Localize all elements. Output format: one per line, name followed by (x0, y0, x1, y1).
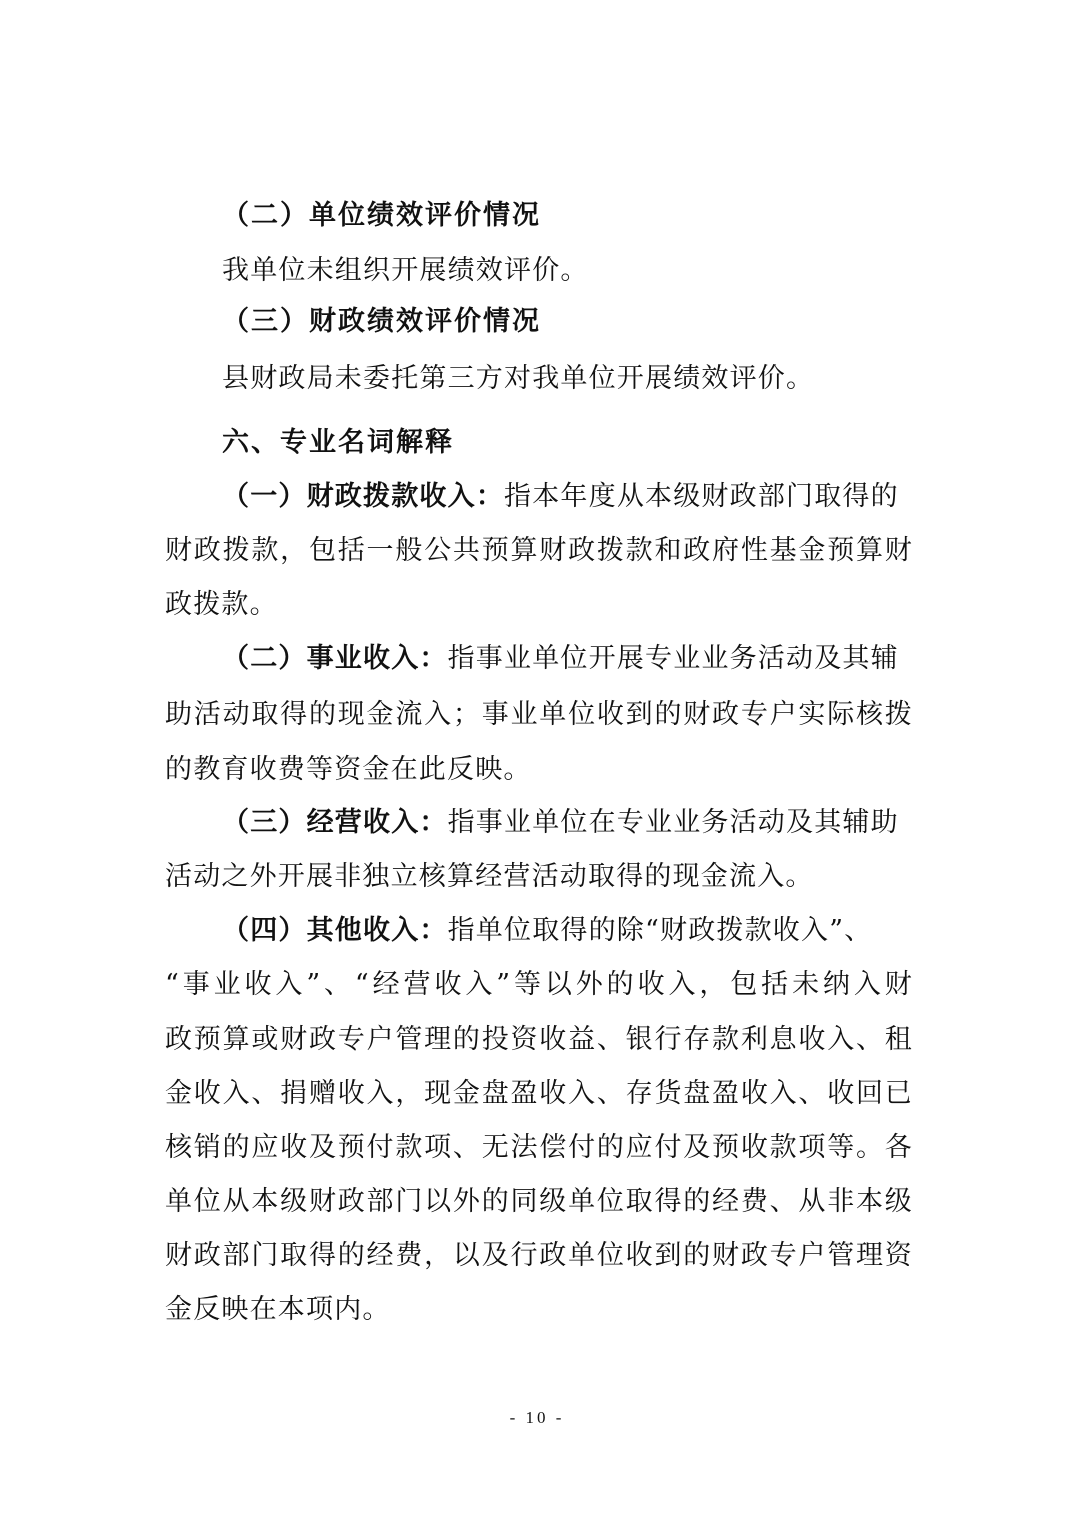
glossary-term-1: （一）财政拨款收入 (222, 481, 476, 512)
glossary-text-4b: “事业收入”、“经营收入”等以外的收入，包括未纳入财 (165, 969, 913, 1000)
glossary-text-2b: 助活动取得的现金流入；事业单位收到的财政专户实际核拨 (165, 699, 913, 730)
glossary-sep-1: ： (475, 481, 505, 512)
glossary-sep-4: ： (419, 915, 448, 946)
glossary-text-2a: 指事业单位开展专业业务活动及其辅 (447, 643, 899, 674)
section-heading-unit-eval: （二）单位绩效评价情况 (222, 200, 541, 231)
glossary-text-4g: 财政部门取得的经费，以及行政单位收到的财政专户管理资 (165, 1240, 913, 1271)
glossary-text-4a: 指单位取得的除“财政拨款收入”、 (447, 915, 873, 946)
glossary-term-2: （二）事业收入 (222, 643, 420, 674)
glossary-item-2-line-1 (222, 630, 899, 688)
glossary-item-1-line-1 (222, 468, 899, 526)
paragraph-finance-eval: 县财政局未委托第三方对我单位开展绩效评价。 (222, 363, 815, 394)
glossary-text-4c: 政预算或财政专户管理的投资收益、银行存款利息收入、租 (165, 1024, 913, 1055)
glossary-text-2c: 的教育收费等资金在此反映。 (165, 754, 532, 785)
page-number: - 10 - (509, 1408, 565, 1427)
glossary-text-3a: 指事业单位在专业业务活动及其辅助 (447, 807, 899, 838)
section-heading-glossary: 六、专业名词解释 (222, 427, 454, 458)
glossary-term-3: （三）经营收入 (222, 807, 420, 838)
glossary-sep-3: ： (419, 807, 448, 838)
glossary-text-3b: 活动之外开展非独立核算经营活动取得的现金流入。 (165, 861, 814, 892)
glossary-text-4h: 金反映在本项内。 (165, 1294, 391, 1325)
glossary-text-1c: 政拨款。 (165, 589, 278, 620)
paragraph-unit-eval: 我单位未组织开展绩效评价。 (222, 255, 589, 286)
glossary-text-1a: 指本年度从本级财政部门取得的 (504, 481, 899, 512)
glossary-text-4d: 金收入、捐赠收入，现金盘盈收入、存货盘盈收入、收回已 (165, 1078, 913, 1109)
section-heading-finance-eval: （三）财政绩效评价情况 (222, 306, 541, 337)
glossary-sep-2: ： (419, 643, 448, 674)
glossary-item-3-line-1 (222, 794, 899, 852)
glossary-text-1b: 财政拨款，包括一般公共预算财政拨款和政府性基金预算财 (165, 535, 913, 566)
glossary-text-4f: 单位从本级财政部门以外的同级单位取得的经费、从非本级 (165, 1186, 913, 1217)
glossary-term-4: （四）其他收入 (222, 915, 420, 946)
glossary-text-4e: 核销的应收及预付款项、无法偿付的应付及预收款项等。各 (165, 1132, 913, 1163)
glossary-item-4-line-1 (222, 902, 872, 960)
